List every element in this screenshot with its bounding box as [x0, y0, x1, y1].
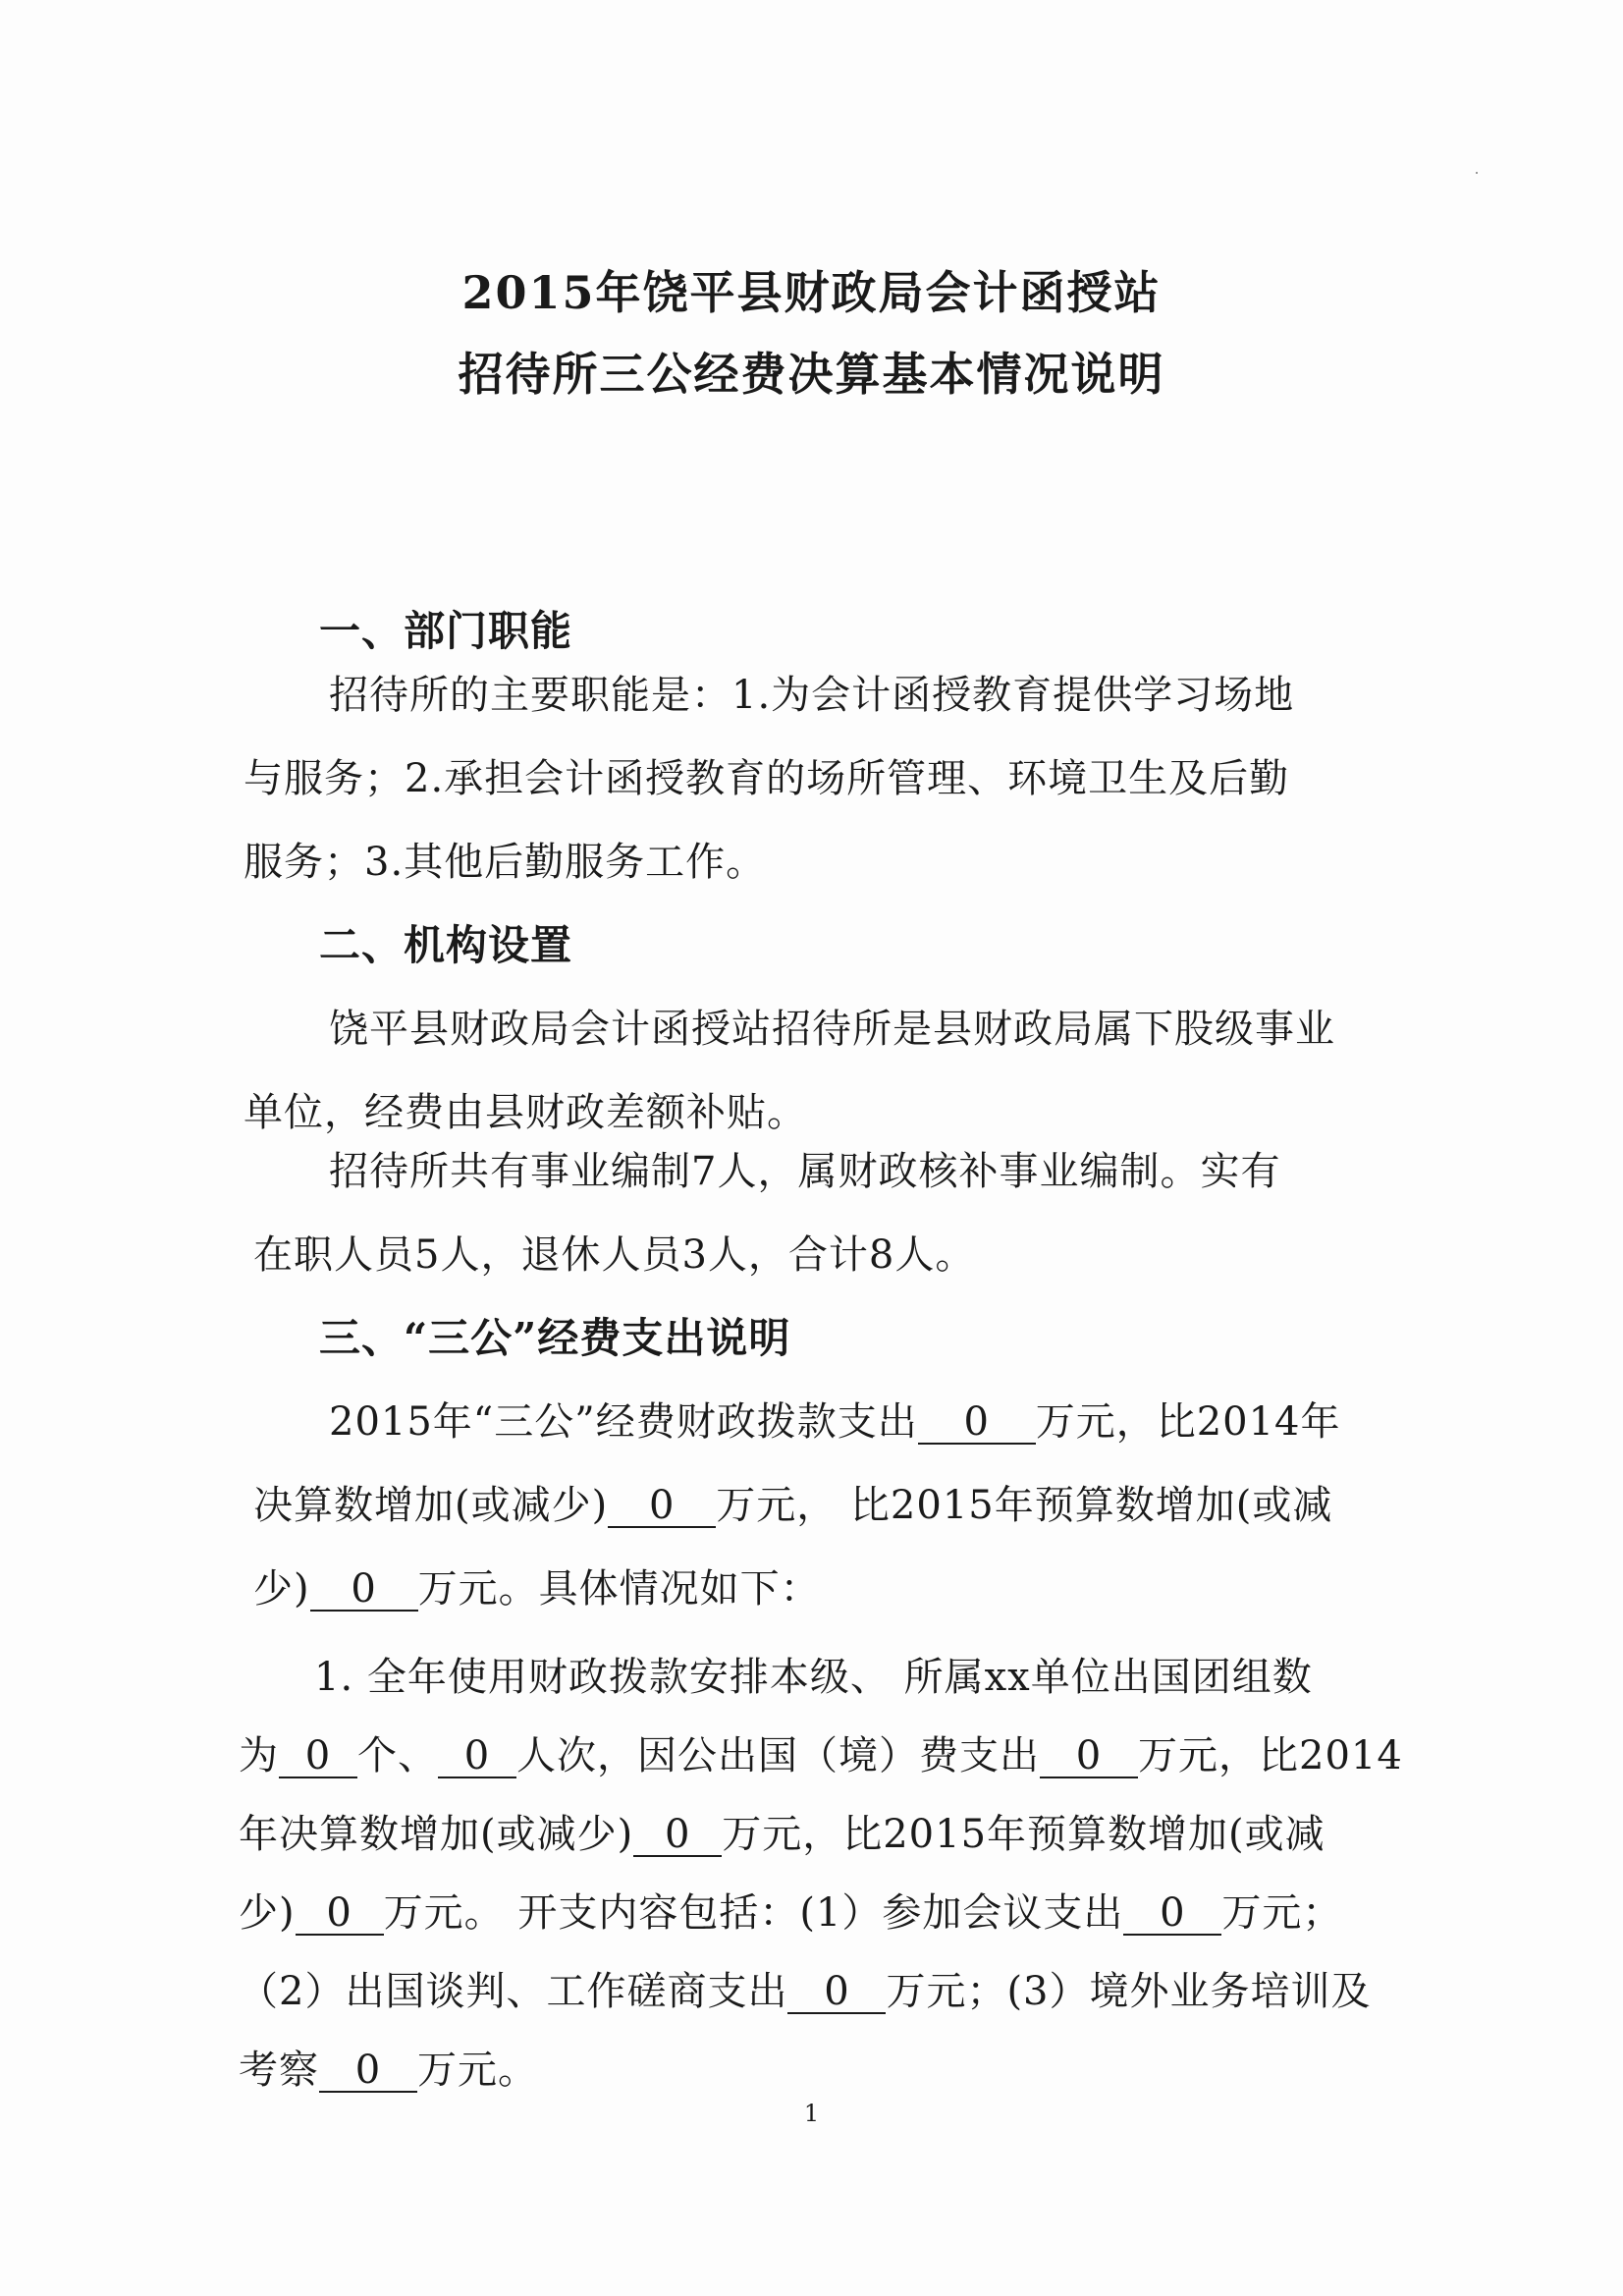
fill-in-value: 0: [296, 1892, 384, 1936]
text-segment: 万元。 开支内容包括：(1）参加会议支出: [383, 1890, 1124, 1936]
document-title-line-2: 招待所三公经费决算基本情况说明: [458, 348, 1165, 401]
text-segment: 年决算数增加(或减少): [239, 1812, 634, 1857]
section-3-paragraph-line: [253, 1564, 821, 1613]
section-1-heading: 一、部门职能: [319, 607, 573, 655]
section-3-paragraph-line: [239, 1731, 1403, 1780]
text-segment: 考察: [239, 2048, 319, 2093]
text-segment: 万元；: [1221, 1890, 1343, 1936]
text-segment: 万元， 比2015年预算数增加(或减: [716, 1483, 1333, 1528]
fill-in-value: 0: [1123, 1892, 1221, 1936]
section-2-paragraph-line: 招待所共有事业编制7人，属财政核补事业编制。实有: [329, 1149, 1281, 1194]
text-segment: 为: [239, 1733, 279, 1778]
section-2-heading: 二、机构设置: [319, 921, 573, 969]
text-segment: 少): [253, 1566, 310, 1612]
section-3-paragraph-line: [239, 1888, 1342, 1938]
fill-in-value: 0: [608, 1485, 716, 1528]
fill-in-value: 0: [1040, 1735, 1138, 1778]
fill-in-value: 0: [633, 1814, 722, 1857]
fill-in-value: 0: [918, 1401, 1036, 1445]
fill-in-value: 0: [787, 1971, 886, 2014]
section-1-paragraph-line: 招待所的主要职能是：1.为会计函授教育提供学习场地: [329, 673, 1295, 718]
fill-in-value: 0: [438, 1735, 516, 1778]
section-1-paragraph-line: 服务；3.其他后勤服务工作。: [243, 840, 767, 885]
text-segment: 万元；(3）境外业务培训及: [886, 1969, 1372, 2014]
document-title-line-1: 2015年饶平县财政局会计函授站: [461, 266, 1162, 319]
fill-in-value: 0: [310, 1568, 418, 1612]
section-3-heading: 三、“三公”经费支出说明: [319, 1314, 791, 1362]
fill-in-value: 0: [279, 1735, 357, 1778]
section-2-paragraph-line: 饶平县财政局会计函授站招待所是县财政局属下股级事业: [329, 1007, 1335, 1052]
section-1-paragraph-line: 与服务；2.承担会计函授教育的场所管理、环境卫生及后勤: [243, 756, 1290, 801]
section-3-paragraph-line: [253, 1481, 1332, 1530]
section-2-paragraph-line: 单位，经费由县财政差额补贴。: [243, 1090, 807, 1135]
section-3-paragraph-line: [239, 1810, 1325, 1859]
text-segment: 个、: [357, 1733, 438, 1778]
section-3-paragraph-line: 1. 全年使用财政拨款安排本级、 所属xx单位出国团组数: [314, 1655, 1313, 1700]
section-3-paragraph-line: [239, 2046, 538, 2095]
section-3-paragraph-line: [329, 1397, 1341, 1447]
text-segment: 决算数增加(或减少): [253, 1483, 609, 1528]
section-2-paragraph-line: 在职人员5人，退休人员3人，合计8人。: [253, 1232, 976, 1278]
text-segment: 万元，比2014年: [1035, 1399, 1341, 1445]
scan-speck: [1476, 172, 1478, 174]
section-3-paragraph-line: [239, 1967, 1372, 2016]
text-segment: （2）出国谈判、工作磋商支出: [239, 1969, 788, 2014]
text-segment: 2015年“三公”经费财政拨款支出: [329, 1399, 918, 1445]
text-segment: 万元，比2014: [1138, 1733, 1403, 1778]
text-segment: 万元。具体情况如下：: [417, 1566, 821, 1612]
text-segment: 万元。: [417, 2048, 538, 2093]
text-segment: 少): [239, 1890, 296, 1936]
page-number: 1: [803, 2100, 820, 2127]
fill-in-value: 0: [319, 2050, 417, 2093]
text-segment: 人次，因公出国（境）费支出: [516, 1733, 1040, 1778]
text-segment: 万元，比2015年预算数增加(或减: [722, 1812, 1325, 1857]
